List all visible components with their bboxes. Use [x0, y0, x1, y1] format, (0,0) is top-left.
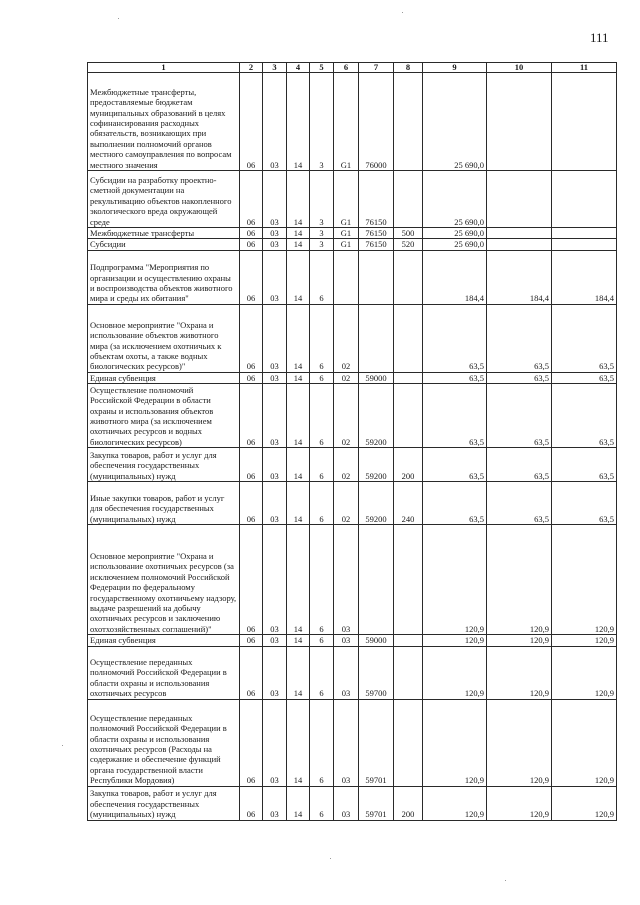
header-cell: 5 — [310, 63, 334, 73]
table-row — [88, 525, 617, 635]
scan-speck — [505, 880, 506, 881]
cell-subprogram: 3 — [310, 239, 334, 250]
cell-measure — [334, 250, 359, 304]
row-name-cell: Подпрограмма "Мероприятия по организации и осуществлению охраны и воспроизводства объектов животного мира и среды их обитания" — [88, 250, 240, 304]
cell-expense-type — [394, 525, 423, 635]
cell-amount-year2 — [487, 73, 552, 171]
row-name-cell: Единая субвенция — [88, 372, 240, 383]
cell-amount-year2 — [487, 228, 552, 239]
header-cell: 2 — [240, 63, 263, 73]
cell-amount-year3: 120,9 — [552, 525, 617, 635]
cell-amount-year2 — [487, 239, 552, 250]
cell-amount-year1: 120,9 — [423, 699, 487, 786]
cell-podrazdel: 03 — [263, 635, 287, 646]
cell-direction: 59000 — [359, 372, 394, 383]
page-number: 111 — [590, 30, 609, 45]
scan-speck — [118, 18, 119, 19]
cell-amount-year1: 25 690,0 — [423, 73, 487, 171]
cell-razdel: 06 — [240, 171, 263, 228]
cell-subprogram: 6 — [310, 525, 334, 635]
cell-expense-type — [394, 73, 423, 171]
cell-amount-year2: 63,5 — [487, 384, 552, 448]
table-header-row — [88, 63, 617, 73]
cell-amount-year2: 120,9 — [487, 699, 552, 786]
cell-direction: 59700 — [359, 646, 394, 699]
cell-amount-year2: 120,9 — [487, 635, 552, 646]
cell-measure: 02 — [334, 372, 359, 383]
cell-podrazdel: 03 — [263, 372, 287, 383]
cell-subprogram: 6 — [310, 786, 334, 820]
cell-direction — [359, 304, 394, 372]
cell-amount-year3: 63,5 — [552, 384, 617, 448]
cell-amount-year1: 63,5 — [423, 448, 487, 482]
table-row — [88, 482, 617, 525]
table-row — [88, 646, 617, 699]
row-name-cell: Субсидии на разработку проектно-сметной документации на рекультивацию объектов накопленного экологического вреда окружающей среде — [88, 171, 240, 228]
cell-program: 14 — [287, 646, 310, 699]
cell-subprogram: 6 — [310, 482, 334, 525]
cell-program: 14 — [287, 372, 310, 383]
cell-amount-year1: 63,5 — [423, 372, 487, 383]
cell-razdel: 06 — [240, 482, 263, 525]
header-cell: 10 — [487, 63, 552, 73]
cell-direction: 76150 — [359, 228, 394, 239]
cell-expense-type: 520 — [394, 239, 423, 250]
table-row — [88, 635, 617, 646]
cell-amount-year3: 63,5 — [552, 448, 617, 482]
cell-subprogram: 3 — [310, 73, 334, 171]
table-row — [88, 699, 617, 786]
cell-razdel: 06 — [240, 646, 263, 699]
cell-subprogram: 3 — [310, 171, 334, 228]
cell-expense-type: 240 — [394, 482, 423, 525]
cell-amount-year1: 25 690,0 — [423, 239, 487, 250]
cell-amount-year3 — [552, 239, 617, 250]
row-name-cell: Осуществление полномочий Российской Федерации в области охраны и использования объектов животного мира (за исключением охотничьих ресурсов и водных биологических ресурсов) — [88, 384, 240, 448]
header-cell: 7 — [359, 63, 394, 73]
scan-speck — [402, 12, 403, 13]
cell-direction — [359, 250, 394, 304]
cell-razdel: 06 — [240, 786, 263, 820]
row-name-cell: Осуществление переданных полномочий Российской Федерации в области охраны и использования охотничьих ресурсов (Расходы на содержание и обеспечение функций органа государственной власти Республики Мордовия) — [88, 699, 240, 786]
cell-podrazdel: 03 — [263, 646, 287, 699]
cell-subprogram: 3 — [310, 228, 334, 239]
cell-direction: 59701 — [359, 786, 394, 820]
cell-subprogram: 6 — [310, 250, 334, 304]
cell-program: 14 — [287, 250, 310, 304]
cell-podrazdel: 03 — [263, 171, 287, 228]
cell-razdel: 06 — [240, 250, 263, 304]
cell-program: 14 — [287, 228, 310, 239]
cell-direction: 59200 — [359, 482, 394, 525]
table-row — [88, 448, 617, 482]
cell-direction: 59200 — [359, 448, 394, 482]
cell-expense-type — [394, 384, 423, 448]
cell-program: 14 — [287, 448, 310, 482]
cell-razdel: 06 — [240, 635, 263, 646]
cell-measure: 02 — [334, 304, 359, 372]
cell-amount-year1: 63,5 — [423, 482, 487, 525]
header-cell: 11 — [552, 63, 617, 73]
cell-razdel: 06 — [240, 699, 263, 786]
cell-amount-year2: 63,5 — [487, 372, 552, 383]
cell-podrazdel: 03 — [263, 228, 287, 239]
cell-expense-type — [394, 699, 423, 786]
cell-amount-year2: 63,5 — [487, 304, 552, 372]
row-name-cell: Межбюджетные трансферты — [88, 228, 240, 239]
cell-direction — [359, 525, 394, 635]
cell-amount-year3: 120,9 — [552, 635, 617, 646]
cell-razdel: 06 — [240, 239, 263, 250]
cell-program: 14 — [287, 699, 310, 786]
scan-speck — [330, 858, 331, 859]
header-cell: 6 — [334, 63, 359, 73]
row-name-cell: Основное мероприятие "Охрана и использование охотничьих ресурсов (за исключением полномочий Российской Федерации по федеральному государственному охотничьему надзору, выдаче разрешений на добычу охотничьих ресурсов и заключению охотхозяйственных соглашений)" — [88, 525, 240, 635]
cell-measure: 03 — [334, 699, 359, 786]
cell-amount-year3: 120,9 — [552, 786, 617, 820]
cell-subprogram: 6 — [310, 699, 334, 786]
cell-razdel: 06 — [240, 372, 263, 383]
table-row — [88, 171, 617, 228]
cell-program: 14 — [287, 73, 310, 171]
table-row — [88, 786, 617, 820]
cell-amount-year1: 25 690,0 — [423, 171, 487, 228]
cell-amount-year1: 120,9 — [423, 635, 487, 646]
budget-table — [87, 62, 617, 821]
cell-direction: 59000 — [359, 635, 394, 646]
cell-subprogram: 6 — [310, 304, 334, 372]
table-row — [88, 384, 617, 448]
cell-program: 14 — [287, 525, 310, 635]
header-cell: 4 — [287, 63, 310, 73]
cell-measure: 02 — [334, 482, 359, 525]
cell-amount-year2: 63,5 — [487, 482, 552, 525]
row-name-cell: Закупка товаров, работ и услуг для обеспечения государственных (муниципальных) нужд — [88, 448, 240, 482]
table-row — [88, 239, 617, 250]
cell-razdel: 06 — [240, 384, 263, 448]
cell-amount-year3: 120,9 — [552, 646, 617, 699]
cell-expense-type: 500 — [394, 228, 423, 239]
cell-amount-year3: 63,5 — [552, 372, 617, 383]
cell-subprogram: 6 — [310, 372, 334, 383]
cell-amount-year1: 120,9 — [423, 525, 487, 635]
cell-podrazdel: 03 — [263, 304, 287, 372]
cell-measure: G1 — [334, 171, 359, 228]
cell-subprogram: 6 — [310, 448, 334, 482]
cell-subprogram: 6 — [310, 635, 334, 646]
header-cell: 1 — [88, 63, 240, 73]
cell-measure: G1 — [334, 73, 359, 171]
header-cell: 3 — [263, 63, 287, 73]
cell-direction: 59200 — [359, 384, 394, 448]
cell-direction: 76150 — [359, 171, 394, 228]
cell-expense-type: 200 — [394, 786, 423, 820]
cell-measure: 03 — [334, 525, 359, 635]
cell-amount-year1: 120,9 — [423, 646, 487, 699]
cell-podrazdel: 03 — [263, 73, 287, 171]
cell-program: 14 — [287, 304, 310, 372]
cell-amount-year3: 63,5 — [552, 304, 617, 372]
header-cell: 8 — [394, 63, 423, 73]
cell-subprogram: 6 — [310, 384, 334, 448]
cell-amount-year1: 63,5 — [423, 384, 487, 448]
row-name-cell: Межбюджетные трансферты, предоставляемые бюджетам муниципальных образований в целях софинансирования расходных обязательств, возникающих при выполнении полномочий органов местного самоуправления по вопросам местного значения — [88, 73, 240, 171]
table-row — [88, 304, 617, 372]
cell-razdel: 06 — [240, 73, 263, 171]
row-name-cell: Закупка товаров, работ и услуг для обеспечения государственных (муниципальных) нужд — [88, 786, 240, 820]
cell-amount-year1: 25 690,0 — [423, 228, 487, 239]
cell-razdel: 06 — [240, 448, 263, 482]
cell-razdel: 06 — [240, 525, 263, 635]
cell-expense-type — [394, 171, 423, 228]
cell-amount-year2: 120,9 — [487, 786, 552, 820]
row-name-cell: Единая субвенция — [88, 635, 240, 646]
cell-direction: 59701 — [359, 699, 394, 786]
cell-expense-type — [394, 646, 423, 699]
cell-amount-year2 — [487, 171, 552, 228]
cell-amount-year3: 120,9 — [552, 699, 617, 786]
cell-amount-year3: 63,5 — [552, 482, 617, 525]
table-row — [88, 372, 617, 383]
cell-measure: G1 — [334, 239, 359, 250]
cell-podrazdel: 03 — [263, 525, 287, 635]
cell-podrazdel: 03 — [263, 699, 287, 786]
cell-amount-year2: 63,5 — [487, 448, 552, 482]
cell-razdel: 06 — [240, 304, 263, 372]
table-row — [88, 73, 617, 171]
table-body — [88, 73, 617, 821]
scan-speck — [62, 745, 63, 746]
cell-program: 14 — [287, 239, 310, 250]
cell-amount-year2: 120,9 — [487, 646, 552, 699]
table-row — [88, 250, 617, 304]
cell-amount-year2: 184,4 — [487, 250, 552, 304]
cell-measure: 02 — [334, 448, 359, 482]
cell-razdel: 06 — [240, 228, 263, 239]
row-name-cell: Осуществление переданных полномочий Российской Федерации в области охраны и использования охотничьих ресурсов — [88, 646, 240, 699]
cell-amount-year3 — [552, 228, 617, 239]
cell-measure: G1 — [334, 228, 359, 239]
cell-amount-year1: 120,9 — [423, 786, 487, 820]
table-row — [88, 228, 617, 239]
cell-expense-type — [394, 304, 423, 372]
cell-podrazdel: 03 — [263, 482, 287, 525]
cell-amount-year3 — [552, 171, 617, 228]
row-name-cell: Иные закупки товаров, работ и услуг для обеспечения государственных (муниципальных) нужд — [88, 482, 240, 525]
cell-measure: 03 — [334, 635, 359, 646]
cell-program: 14 — [287, 384, 310, 448]
cell-direction: 76150 — [359, 239, 394, 250]
cell-podrazdel: 03 — [263, 448, 287, 482]
cell-program: 14 — [287, 482, 310, 525]
cell-amount-year2: 120,9 — [487, 525, 552, 635]
cell-expense-type — [394, 250, 423, 304]
cell-expense-type: 200 — [394, 448, 423, 482]
cell-podrazdel: 03 — [263, 384, 287, 448]
cell-amount-year3: 184,4 — [552, 250, 617, 304]
row-name-cell: Основное мероприятие "Охрана и использование объектов животного мира (за исключением охотничьих к объектам охоты, а также водных биологических ресурсов)" — [88, 304, 240, 372]
cell-expense-type — [394, 635, 423, 646]
cell-program: 14 — [287, 786, 310, 820]
header-cell: 9 — [423, 63, 487, 73]
cell-program: 14 — [287, 635, 310, 646]
cell-podrazdel: 03 — [263, 250, 287, 304]
cell-amount-year1: 184,4 — [423, 250, 487, 304]
cell-program: 14 — [287, 171, 310, 228]
row-name-cell: Субсидии — [88, 239, 240, 250]
cell-expense-type — [394, 372, 423, 383]
cell-podrazdel: 03 — [263, 239, 287, 250]
cell-amount-year3 — [552, 73, 617, 171]
cell-subprogram: 6 — [310, 646, 334, 699]
cell-measure: 03 — [334, 646, 359, 699]
cell-direction: 76000 — [359, 73, 394, 171]
cell-podrazdel: 03 — [263, 786, 287, 820]
cell-measure: 03 — [334, 786, 359, 820]
cell-measure: 02 — [334, 384, 359, 448]
cell-amount-year1: 63,5 — [423, 304, 487, 372]
